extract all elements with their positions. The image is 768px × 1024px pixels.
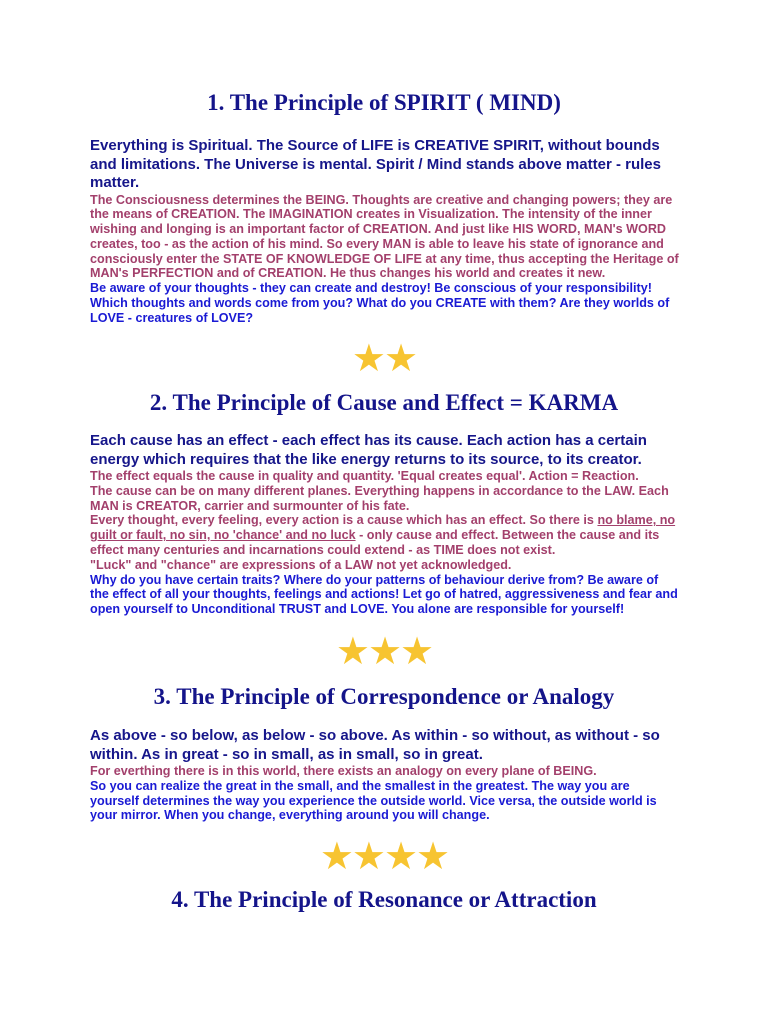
- section-3-body: [90, 727, 680, 823]
- text: Every thought, every feeling, every action is a cause which has an effect. So there is: [90, 513, 598, 528]
- section-2-heading: 2. The Principle of Cause and Effect = KARMA: [149, 390, 619, 415]
- stars-divider-2: ★★: [351, 336, 417, 380]
- section-2-para-4: "Luck" and "chance" are expressions of a LAW not yet acknowledged.: [90, 557, 512, 572]
- stars-divider-4: ★★★★: [319, 834, 449, 878]
- section-1-lead: Everything is Spiritual. The Source of LIFE is CREATIVE SPIRIT, without bounds and limitations. The Universe is mental. Spirit / Mind stands above matter - rules matter.: [90, 137, 661, 191]
- stars-divider-3: ★★★: [335, 629, 433, 673]
- section-3-explanation: For everthing there is in this world, there exists an analogy on every plane of BEING.: [90, 764, 597, 778]
- underlined-text: no blame, no guilt or fault, no sin, no 'chance' and no luck: [90, 513, 676, 543]
- section-1-heading: 1. The Principle of SPIRIT ( MIND): [207, 90, 561, 115]
- section-2-para-1: The effect equals the cause in quality and quantity. 'Equal creates equal'. Action = Reaction.: [90, 469, 639, 483]
- section-1-reflection: Be aware of your thoughts - they can create and destroy! Be conscious of your responsibility! Which thoughts and words come from you? What do you CREATE with them? Are they worlds of LOVE - creatures of LOVE?: [90, 281, 670, 325]
- section-4-heading: 4. The Principle of Resonance or Attraction: [171, 887, 597, 912]
- section-2-body: [90, 432, 680, 617]
- section-2-para-3: [90, 513, 680, 557]
- section-2-reflection: Why do you have certain traits? Where do your patterns of behaviour derive from? Be aware of the effect of all your thoughts, feelings and actions! Let go of hatred, aggressiveness and fear and open yourself to Unconditional TRUST and LOVE. You alone are responsible for yourself!: [90, 572, 678, 617]
- section-1-explanation: The Consciousness determines the BEING. Thoughts are creative and changing powers; they are the means of CREATION. The IMAGINATION creates in Visualization. The intensity of the inner wishing and longing is an important factor of CREATION. And just like HIS WORD, MAN's WORD creates, too - as the action of his mind. So every MAN is able to leave his state of ignorance and consciously enter the STATE OF KNOWLEDGE OF LIFE at any time, thus accepting the Heritage of MAN's PERFECTION and of CREATION. He thus changes his world and creates it new.: [90, 192, 679, 281]
- section-2-para-2: The cause can be on many different planes. Everything happens in accordance to the LAW. Each MAN is CREATOR, carrier and surmounter of his fate.: [90, 483, 669, 513]
- section-1-body: [90, 137, 680, 326]
- section-3-heading: 3. The Principle of Correspondence or Analogy: [153, 684, 615, 709]
- section-2-lead: Each cause has an effect - each effect has its cause. Each action has a certain energy which requires that the like energy returns to its source, to its creator.: [90, 432, 647, 468]
- text: - only cause and effect. Between the cause and its effect many centuries and incarnations could extend - as TIME does not exist.: [90, 528, 660, 557]
- section-3-lead: As above - so below, as below - so above. As within - so without, as without - so within. As in great - so in small, as in small, so in great.: [90, 727, 660, 763]
- section-3-reflection: So you can realize the great in the small, and the smallest in the greatest. The way you are yourself determines the way you experience the outside world. Vice versa, the outside world is your mirror. When you change, everything around you will change.: [90, 778, 657, 823]
